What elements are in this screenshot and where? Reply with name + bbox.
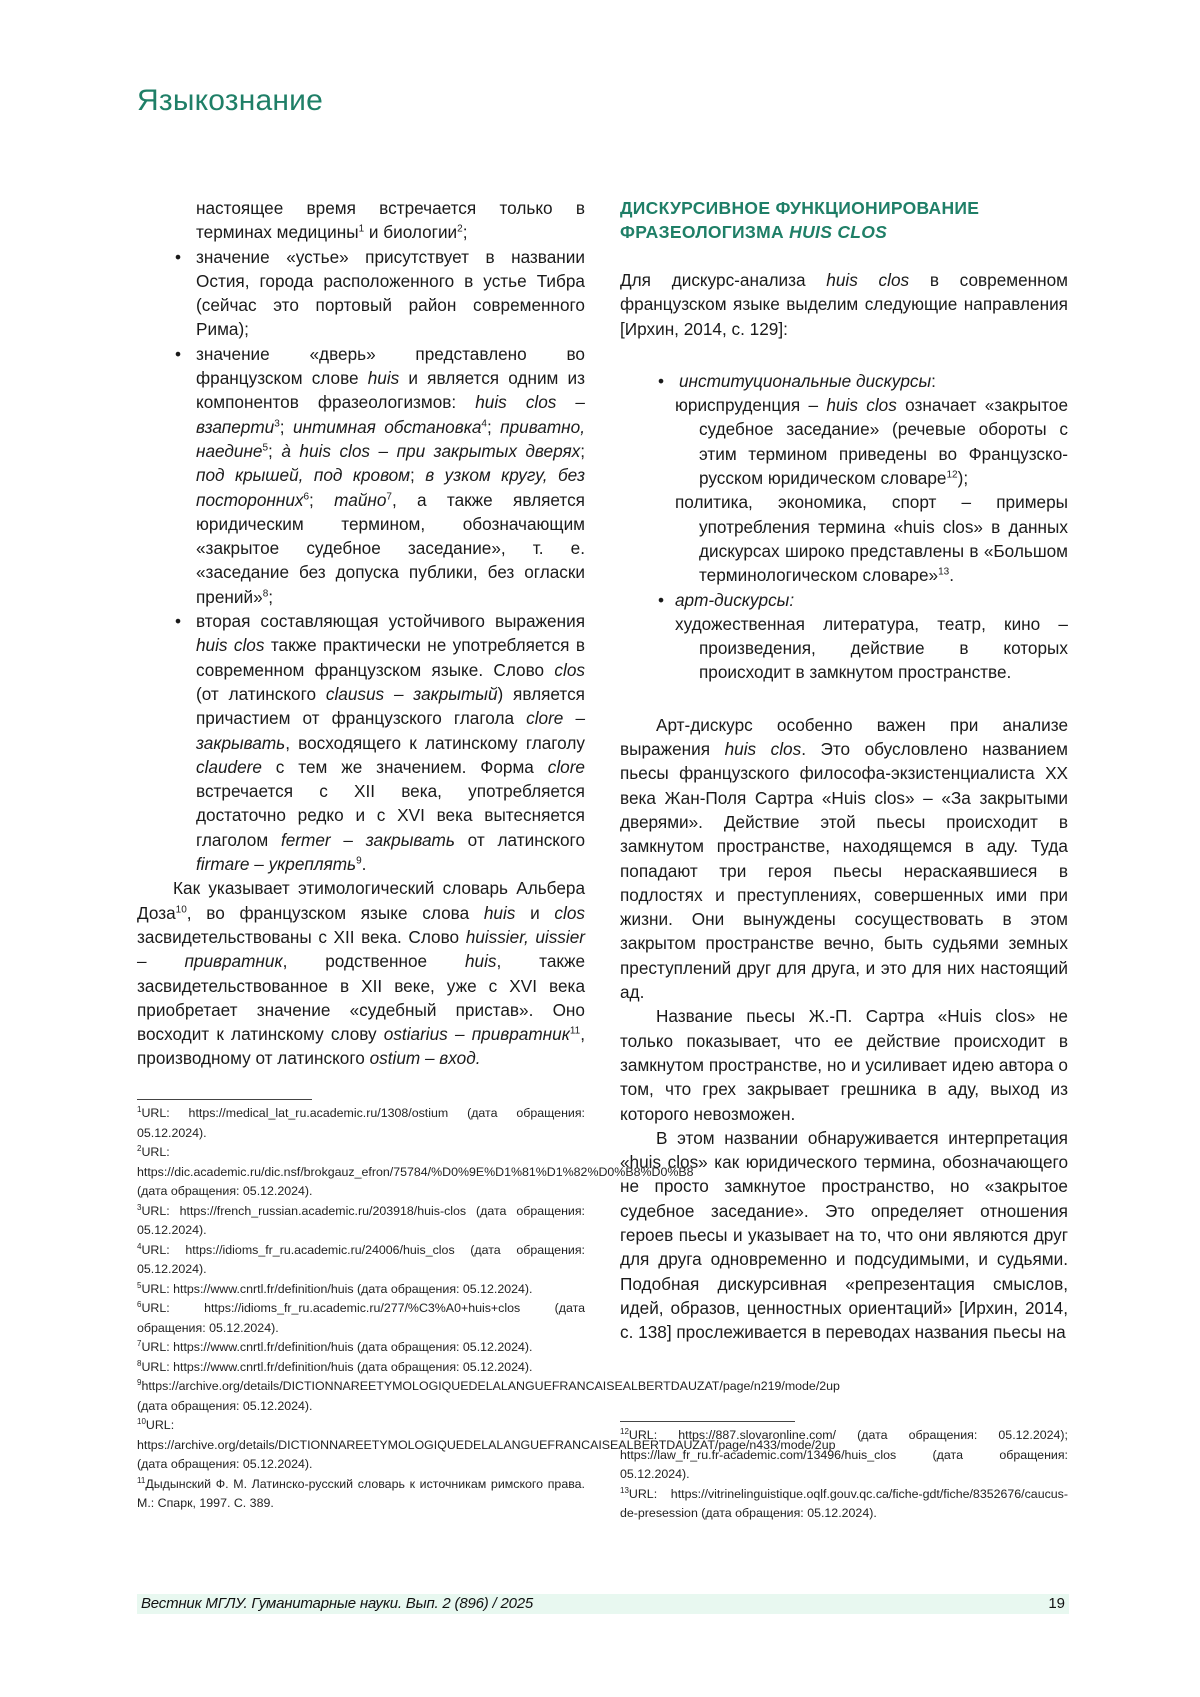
subsection-heading: ДИСКУРСИВНОЕ ФУНКЦИОНИРОВАНИЕ ФРАЗЕОЛОГИЗМА HUIS CLOS — [620, 198, 980, 242]
subitem-politics: политика, экономика, спорт – примеры употребления термина «huis clos» в данных дискурсах широко представлены в «Большом терминологическом словаре»$^{13}$. — [675, 492, 1068, 586]
text: и биологии — [364, 222, 458, 243]
footnote-ref[interactable]: 10 — [175, 903, 187, 915]
institutional-subitems — [675, 393, 1068, 587]
footnote-ref[interactable]: 8 — [262, 588, 269, 600]
footnote-ref[interactable]: 13 — [938, 566, 950, 578]
footnote-text[interactable]: URL: https://french_russian.academic.ru/203918/huis-clos (дата обращения: 05.12.2024). — [137, 1203, 585, 1237]
footnote-item — [137, 1241, 585, 1280]
footnote-number: 12 — [620, 1426, 629, 1436]
footnote-number: 5 — [137, 1280, 142, 1290]
footnote-text[interactable]: URL: https://www.cnrtl.fr/definition/huis (дата обращения: 05.12.2024). — [141, 1359, 533, 1374]
footnote-ref[interactable]: 11 — [569, 1025, 581, 1037]
list-item-art: • арт-дискурсы: — [620, 588, 1068, 612]
subitem-jurisprudence: юриспруденция – huis clos означает «закрытое судебное заседание» (речевые обороты с этим термином приведены во Французско-русском юридическом словаре$^{12}$); — [675, 395, 1069, 489]
footnote-item — [620, 1426, 1068, 1485]
footnote-text[interactable]: URL: https://archive.org/details/DICTIONNAREETYMOLOGIQUEDELALANGUEFRANCAISEALBERTDAUZAT/page/n433/mode/2up (дата обращения: 05.12.2024). — [137, 1418, 836, 1471]
paragraph-intro: Для дискурс-анализа huis clos в современном французском языке выделим следующие направления [Ирхин, 2014, с. 129]: — [620, 270, 1068, 339]
footnote-item — [137, 1143, 694, 1202]
left-column — [137, 196, 585, 1071]
paragraph-art-discourse: Арт-дискурс особенно важен при анализе выражения huis clos. Это обусловлено названием пьесы французского философа-экзистенциалиста XX века Жан-Поля Сартра «Huis clos» – «За закрытыми дверями». Действие этой пьесы происходит в замкнутом пространстве, находящемся в аду. Туда попадают три героя пьесы нераскаявшиеся в подлостях и преступлениях, совершенных ими при жизни. Они вынуждены сосуществовать в этом закрытом пространстве вечно, быть судьями земных преступлений друг для друга, и это для них настоящий ад. — [620, 714, 1068, 1003]
footnote-text[interactable]: URL: https://idioms_fr_ru.academic.ru/24006/huis_clos (дата обращения: 05.12.2024). — [137, 1242, 585, 1276]
footnote-text[interactable]: URL: https://887.slovaronline.com/ (дата обращения: 05.12.2024); https://law_fr_ru.fr-academic.com/13496/huis_clos (дата обращения: 05.12.2024). — [620, 1428, 1068, 1481]
footnote-item — [137, 1338, 585, 1358]
paragraph-play-title: Название пьесы Ж.-П. Сартра «Huis clos» не только показывает, что ее действие происходит в замкнутом пространстве, но и усиливает идею автора о том, что грех закрывает грешника в аду, выход из которого невозможен. — [620, 1006, 1068, 1124]
footnote-text[interactable]: URL: https://www.cnrtl.fr/definition/huis (дата обращения: 05.12.2024). — [141, 1340, 533, 1354]
meaning-list — [137, 245, 585, 877]
footnotes-right — [620, 1426, 1068, 1524]
page-number: 19 — [1048, 1595, 1065, 1612]
footnote-ref[interactable]: 2 — [457, 223, 463, 235]
footnote-item — [137, 1377, 840, 1416]
discourse-list-art — [620, 588, 1068, 612]
footnote-number: 1 — [137, 1104, 142, 1114]
list-item-vtoraya: • вторая составляющая устойчивого выражения huis clos также практически не употребляется в современном французском языке. Слово clos (от латинского clausus – закрытый) является причастием от французского глагола clore – закрывать, восходящего к латинскому глаголу claudere с тем же значением. Форма clore встречается с XII века, употребляется достаточно редко и с XVI века вытесняется глаголом fermer – закрывать от латинского firmare – укреплять$^9$. — [137, 609, 585, 876]
footnote-ref[interactable]: 6 — [303, 490, 310, 502]
footnote-number: 7 — [137, 1338, 142, 1348]
footnote-number: 11 — [137, 1475, 146, 1485]
footnote-number: 9 — [137, 1377, 142, 1387]
footnote-text[interactable]: URL: https://medical_lat_ru.academic.ru/1308/ostium (дата обращения: 05.12.2024). — [137, 1106, 585, 1140]
footnotes-left — [137, 1104, 840, 1514]
footnote-ref[interactable]: 1 — [358, 223, 365, 235]
footnote-text[interactable]: URL: https://dic.academic.ru/dic.nsf/brokgauz_efron/75784/%D0%9E%D1%81%D1%82%D0%B8%D0%B8 (дата обращения: 05.12.2024). — [137, 1145, 694, 1198]
list-item-ustie: • значение «устье» присутствует в названии Остия, города расположенного в устье Тибра (сейчас это портовый район современного Рима); — [137, 245, 585, 342]
footnote-number: 4 — [137, 1241, 142, 1251]
footnote-item — [137, 1358, 585, 1378]
footnote-item — [137, 1299, 585, 1338]
footnote-item — [137, 1104, 585, 1143]
footnote-item — [137, 1475, 585, 1514]
art-subitems — [675, 612, 1068, 685]
footnote-number: 13 — [620, 1485, 629, 1495]
footnote-text[interactable]: https://archive.org/details/DICTIONNAREETYMOLOGIQUEDELALANGUEFRANCAISEALBERTDAUZAT/page/n219/mode/2up (дата обращения: 05.12.2024). — [137, 1379, 840, 1413]
footnote-number: 2 — [137, 1143, 142, 1153]
page-footer — [137, 1594, 1069, 1614]
footnote-ref[interactable]: 9 — [356, 855, 362, 867]
footnote-item — [137, 1202, 585, 1241]
subitem-literature: художественная литература, театр, кино – произведения, действие в которых происходит в замкнутом пространстве. — [675, 613, 1068, 683]
list-item-dver: • значение «дверь» представлено во французском слове huis и является одним из компонентов фразеологизмов: huis clos – взаперти$^3$; интимная обстановка$^4$; приватно, наедине$^5$; à huis clos – при закрытых дверях; под крышей, под кровом; в узком кругу, без посторонних$^6$; тайно$^7$, а также является юридическим термином, обозначающим «закрытое судебное заседание», т. е. «заседание без допуска публики, без огласки прений»$^8$; — [137, 342, 585, 609]
list-item-institutional: • институциональные дискурсы: — [620, 369, 1068, 393]
footnote-item — [137, 1416, 836, 1475]
footnote-item — [137, 1280, 585, 1300]
paragraph-interpretation: В этом названии обнаруживается интерпретация «huis clos» как юридического термина, обозначающего не просто замкнутое пространство, но «закрытое судебное заседание». Это определяет отношения героев пьесы и указывает на то, что они являются друг для друга одновременно и подсудимыми, и судьями. Подобная дискурсивная «репрезентация смыслов, идей, образов, ценностных ориентаций» [Ирхин, 2014, с. 138] прослеживается в переводах названия пьесы на — [620, 1127, 1068, 1343]
footnote-text[interactable]: URL: https://www.cnrtl.fr/definition/huis (дата обращения: 05.12.2024). — [141, 1281, 533, 1296]
footnote-number: 10 — [137, 1416, 146, 1426]
footnote-number: 8 — [137, 1358, 142, 1368]
footnote-text[interactable]: Дыдынский Ф. М. Латинско-русский словарь к источникам римского права. М.: Спарк, 1997. С. 389. — [137, 1476, 585, 1510]
footnote-ref[interactable]: 3 — [274, 417, 280, 429]
footnote-ref[interactable]: 4 — [481, 417, 487, 429]
footnote-ref[interactable]: 5 — [262, 442, 269, 454]
footnote-divider — [137, 1099, 312, 1100]
journal-title: Вестник МГЛУ. Гуманитарные науки. Вып. 2 (896) / 2025 — [141, 1595, 534, 1612]
discourse-list — [620, 369, 1068, 393]
section-title: Языкознание — [137, 84, 324, 117]
footnote-number: 6 — [137, 1299, 142, 1309]
text: ; — [462, 222, 468, 243]
paragraph-doza: Как указывает этимологический словарь Альбера Доза$^{10}$, во французском языке слова huis и clos засвидетельствованы с XII века. Слово huissier, uissier – привратник, родственное huis, также засвидетельствованное в XII веке, уже с XVI века приобретает значение «судебный пристав». Оно восходит к латинскому слову ostiarius – привратник$^{11}$, производному от латинского ostium – вход. — [137, 878, 585, 1069]
bullet-continuation — [137, 196, 585, 245]
footnote-text[interactable]: URL: https://idioms_fr_ru.academic.ru/277/%C3%A0+huis+clos (дата обращения: 05.12.2024). — [137, 1301, 585, 1335]
footnote-text[interactable]: URL: https://vitrinelinguistique.oqlf.gouv.qc.ca/fiche-gdt/fiche/8352676/caucus-de-presession (дата обращения: 05.12.2024). — [620, 1486, 1068, 1520]
text: настоящее время встречается только в терминах медицины — [196, 198, 585, 243]
footnote-ref[interactable]: 12 — [946, 469, 958, 481]
footnote-number: 3 — [137, 1202, 142, 1212]
footnote-divider — [620, 1421, 795, 1422]
footnote-ref[interactable]: 7 — [386, 490, 392, 502]
footnote-item — [620, 1485, 1068, 1524]
